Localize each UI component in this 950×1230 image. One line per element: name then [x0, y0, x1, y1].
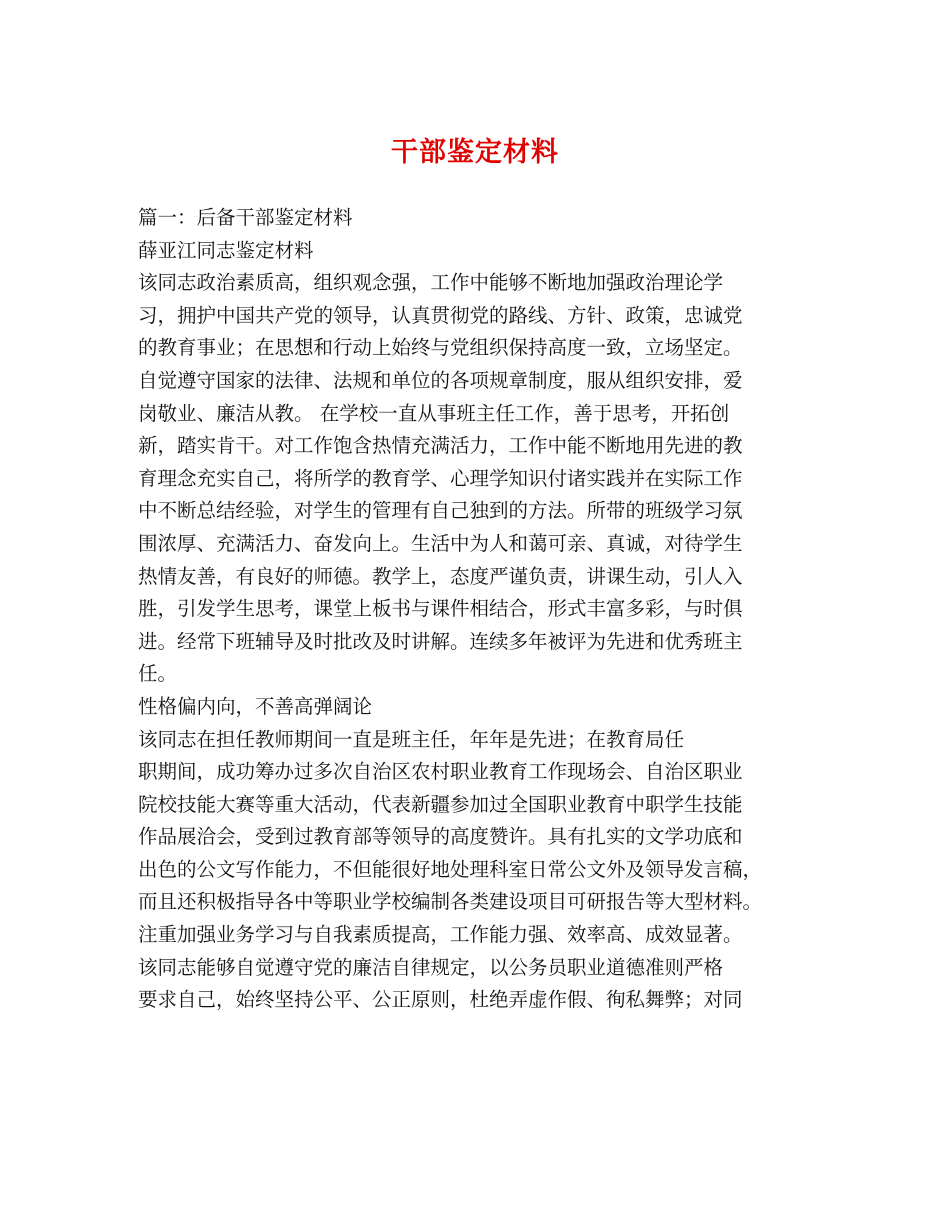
text-line: 中不断总结经验，对学生的管理有自己独到的方法。所带的班级学习氛: [138, 499, 743, 523]
text-line: 任。: [138, 662, 178, 686]
text-line: 薛亚江同志鉴定材料: [138, 238, 314, 262]
text-line: 育理念充实自己，将所学的教育学、心理学知识付诸实践并在实际工作: [138, 466, 743, 490]
text-line: 该同志在担任教师期间一直是班主任，年年是先进；在教育局任: [138, 727, 685, 751]
text-line: 篇一：后备干部鉴定材料: [138, 206, 353, 229]
text-line: 围浓厚、充满活力、奋发向上。生活中为人和蔼可亲、真诚，对待学生: [138, 531, 743, 555]
text-line: 出色的公文写作能力，不但能很好地处理科室日常公文外及领导发言稿，: [138, 857, 763, 881]
text-line: 职期间，成功筹办过多次自治区农村职业教育工作现场会、自治区职业: [138, 760, 743, 784]
document-title: 干部鉴定材料: [391, 137, 559, 168]
document-body: [138, 202, 818, 1017]
text-line: 而且还积极指导各中等职业学校编制各类建设项目可研报告等大型材料。: [138, 890, 763, 914]
text-line: 进。经常下班辅导及时批改及时讲解。连续多年被评为先进和优秀班主: [138, 629, 743, 653]
text-line: 注重加强业务学习与自我素质提高，工作能力强、效率高、成效显著。: [138, 923, 743, 947]
text-line: 院校技能大赛等重大活动，代表新疆参加过全国职业教育中职学生技能: [138, 792, 743, 816]
text-line: 热情友善，有良好的师德。教学上，态度严谨负责，讲课生动，引人入: [138, 564, 743, 588]
text-line: 要求自己，始终坚持公平、公正原则，杜绝弄虚作假、徇私舞弊；对同: [138, 988, 743, 1012]
text-line: 该同志政治素质高，组织观念强，工作中能够不断地加强政治理论学: [138, 271, 724, 295]
text-line: 自觉遵守国家的法律、法规和单位的各项规章制度，服从组织安排，爱: [138, 368, 743, 392]
text-line: 性格偏内向，不善高弹阔论: [138, 694, 373, 718]
text-line: 胜，引发学生思考，课堂上板书与课件相结合，形式丰富多彩，与时俱: [138, 597, 743, 621]
text-line: 新，踏实肯干。对工作饱含热情充满活力，工作中能不断地用先进的教: [138, 434, 743, 458]
text-line: 岗敬业、廉洁从教。 在学校一直从事班主任工作，善于思考，开拓创: [138, 401, 730, 425]
text-line: 该同志能够自觉遵守党的廉洁自律规定，以公务员职业道德准则严格: [138, 955, 724, 979]
text-line: 的教育事业；在思想和行动上始终与党组织保持高度一致，立场坚定。: [138, 336, 743, 360]
text-line: 作品展洽会，受到过教育部等领导的高度赞许。具有扎实的文学功底和: [138, 825, 743, 849]
text-line: 习，拥护中国共产党的领导，认真贯彻党的路线、方针、政策，忠诚党: [138, 303, 743, 327]
